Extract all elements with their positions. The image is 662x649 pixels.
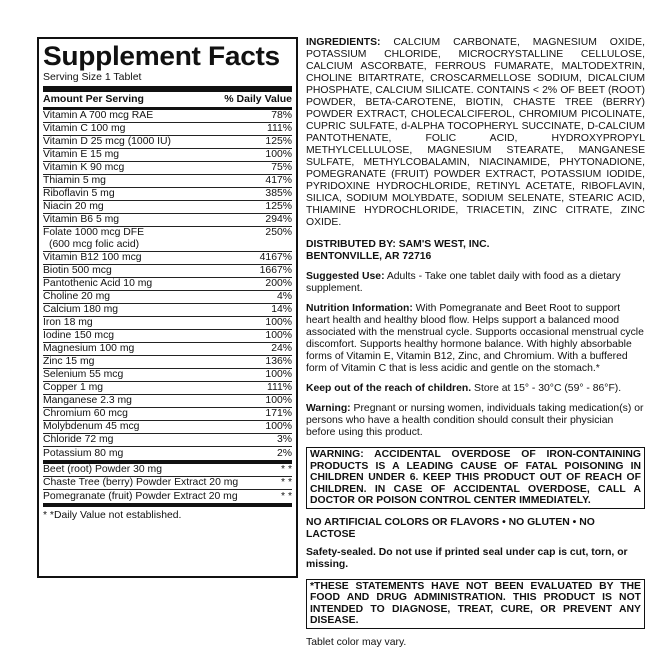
nutrient-subnote: (600 mcg folic acid) [49, 239, 140, 250]
warning-text: Pregnant or nursing women, individuals taking medication(s) or persons who have a health condition should consult their physician before using this product. [306, 403, 644, 438]
storage-note [306, 383, 645, 395]
daily-value: 200% [265, 278, 292, 289]
amount-per-serving-header: Amount Per Serving [43, 93, 144, 105]
distributor-name: DISTRIBUTED BY: SAM'S WEST, INC. [306, 239, 490, 250]
nutrient-row [43, 356, 292, 369]
nutrient-amount: Copper 1 mg [43, 382, 104, 393]
nutrient-amount: Chromium 60 mcg [43, 408, 128, 419]
distributor-address: BENTONVILLE, AR 72716 [306, 251, 432, 262]
nutrient-name [43, 343, 271, 355]
daily-value: * * [281, 490, 292, 502]
nutrient-amount: Potassium 80 mg [43, 447, 124, 459]
nutrient-name [43, 477, 281, 489]
daily-value: 125% [265, 136, 292, 147]
nutrient-amount: Calcium 180 mg [43, 304, 119, 315]
nutrition-info-text: With Pomegranate and Beet Root to support heart health and healthy blood flow. Helps support a balanced mood associated with the menstrual cycle. Supports occasional menstrual cycle discomfort. Supports healthy hormone balance. With highly absorbable forms of Vitamin E, Vitamin B12, Zinc, and Chromium. With a buffered form of Vitamin C that is less acidic and gentle on the stomach.* [306, 303, 644, 374]
nutrient-name [43, 421, 265, 433]
nutrient-amount: Vitamin E 15 mg [43, 149, 120, 160]
daily-value: 417% [265, 175, 292, 186]
nutrient-name [43, 330, 265, 342]
nutrient-amount: Choline 20 mg [43, 291, 111, 302]
nutrient-name [43, 136, 265, 148]
nutrient-amount: Chloride 72 mg [43, 434, 114, 445]
facts-header-row [43, 92, 292, 107]
daily-value: 4% [276, 291, 292, 302]
ingredients-block [306, 37, 645, 229]
daily-value: 78% [271, 110, 292, 121]
daily-value: * * [281, 477, 292, 488]
facts-footnote: * *Daily Value not established. [43, 510, 182, 521]
nutrient-row [43, 123, 292, 136]
daily-value: 171% [265, 408, 292, 419]
nutrient-amount: Vitamin A 700 mcg RAE [43, 110, 154, 121]
suggested-use-label: Suggested Use: [306, 271, 385, 282]
nutrient-name [43, 214, 265, 226]
nutrient-amount: Molybdenum 45 mcg [43, 421, 140, 432]
daily-value: 385% [265, 188, 292, 199]
nutrient-row [43, 252, 292, 265]
nutrient-row [43, 343, 292, 356]
nutrient-amount: Selenium 55 mcg [43, 369, 124, 380]
nutrient-row [43, 304, 292, 317]
daily-value: 294% [265, 214, 292, 225]
nutrient-amount: Niacin 20 mg [43, 201, 104, 212]
label-text-column [306, 37, 645, 649]
daily-value: 100% [265, 395, 292, 406]
safety-seal-note: Safety-sealed. Do not use if printed seal under cap is cut, torn, or missing. [306, 546, 628, 570]
daily-value: 24% [271, 343, 292, 354]
botanical-list [43, 464, 292, 503]
suggested-use-text: Adults - Take one tablet daily with food as a dietary supplement. [306, 271, 621, 294]
nutrient-amount: Thiamin 5 mg [43, 175, 106, 186]
nutrient-name [43, 252, 260, 264]
nutrient-row [43, 408, 292, 421]
nutrient-row [43, 149, 292, 162]
nutrient-row [43, 175, 292, 188]
nutrient-name [43, 408, 265, 420]
no-artificial-line: NO ARTIFICIAL COLORS OR FLAVORS • NO GLUTEN • NO LACTOSE [306, 516, 595, 540]
nutrient-name [43, 491, 281, 503]
nutrient-name [43, 356, 265, 368]
daily-value: 100% [265, 421, 292, 432]
nutrition-info-label: Nutrition Information: [306, 303, 413, 314]
nutrient-name [43, 395, 265, 407]
botanical-end-divider [43, 503, 292, 507]
botanical-row [43, 477, 292, 490]
nutrient-name [43, 278, 265, 290]
nutrient-name [43, 304, 271, 316]
nutrient-name [43, 201, 265, 213]
serving-size: Serving Size 1 Tablet [43, 71, 142, 83]
nutrient-amount: Manganese 2.3 mg [43, 395, 132, 406]
distributor-block [306, 239, 645, 263]
nutrient-amount: Pomegranate (fruit) Powder Extract 20 mg [43, 490, 238, 502]
nutrient-amount: Iron 18 mg [43, 317, 93, 328]
nutrient-name [43, 265, 260, 277]
nutrient-amount: Pantothenic Acid 10 mg [43, 278, 153, 289]
botanical-row [43, 464, 292, 477]
keep-out-label: Keep out of the reach of children. [306, 383, 472, 394]
nutrient-row [43, 110, 292, 123]
nutrient-name [43, 188, 265, 200]
nutrition-information [306, 303, 645, 375]
supplement-facts-panel [37, 37, 298, 578]
daily-value: 3% [276, 434, 292, 445]
daily-value: 125% [265, 201, 292, 212]
nutrient-row [43, 421, 292, 434]
nutrient-row [43, 136, 292, 149]
nutrient-row [43, 434, 292, 447]
nutrient-row [43, 291, 292, 304]
nutrient-name [43, 175, 265, 187]
nutrient-row [43, 227, 292, 252]
nutrient-amount: Zinc 15 mg [43, 356, 95, 367]
nutrient-row [43, 330, 292, 343]
nutrient-name [43, 291, 277, 303]
warning-label: Warning: [306, 403, 351, 414]
suggested-use [306, 271, 645, 295]
daily-value: 4167% [259, 252, 292, 263]
botanical-row [43, 490, 292, 503]
daily-value: 100% [265, 330, 292, 341]
nutrient-amount: Riboflavin 5 mg [43, 188, 115, 199]
nutrient-name [43, 110, 271, 122]
nutrient-name [43, 162, 271, 174]
daily-value: 111% [266, 123, 292, 134]
storage-text: Store at 15° - 30°C (59° - 86°F). [471, 383, 622, 394]
nutrient-row [43, 265, 292, 278]
daily-value: 250% [265, 227, 292, 238]
daily-value: 111% [266, 382, 292, 393]
daily-value-header: % Daily Value [224, 93, 292, 105]
nutrient-row [43, 447, 292, 460]
nutrient-name [43, 382, 267, 394]
daily-value: 1667% [259, 265, 292, 276]
nutrient-amount: Magnesium 100 mg [43, 343, 135, 354]
nutrient-name [43, 448, 277, 460]
nutrient-amount: Vitamin D 25 mcg (1000 IU) [43, 136, 172, 147]
facts-title: Supplement Facts [43, 41, 280, 71]
nutrient-list [43, 110, 292, 460]
nutrient-row [43, 201, 292, 214]
nutrient-name [43, 317, 265, 329]
nutrient-row [43, 214, 292, 227]
daily-value: 100% [265, 149, 292, 160]
nutrient-row [43, 162, 292, 175]
daily-value: 136% [265, 356, 292, 367]
nutrient-name [43, 369, 265, 381]
daily-value: 2% [276, 447, 292, 459]
nutrient-row [43, 317, 292, 330]
daily-value: 100% [265, 369, 292, 380]
nutrient-name [43, 123, 267, 135]
nutrient-amount: Vitamin B12 100 mcg [43, 252, 142, 263]
nutrient-amount: Iodine 150 mcg [43, 330, 115, 341]
daily-value: 75% [271, 162, 292, 173]
nutrient-amount: Vitamin K 90 mcg [43, 162, 125, 173]
daily-value: 100% [265, 317, 292, 328]
nutrient-name [43, 434, 277, 446]
nutrient-row [43, 369, 292, 382]
nutrient-row [43, 188, 292, 201]
daily-value: * * [281, 464, 292, 475]
daily-value: 14% [271, 304, 292, 315]
nutrient-row [43, 382, 292, 395]
tablet-color-note: Tablet color may vary. [306, 636, 407, 648]
nutrient-amount: Vitamin B6 5 mg [43, 214, 120, 225]
ingredients-text: CALCIUM CARBONATE, MAGNESIUM OXIDE, POTASSIUM CHLORIDE, MICROCRYSTALLINE CELLULOSE, CALCIUM ASCORBATE, FERROUS FUMARATE, MALTODEXTRIN, CHOLINE BITARTRATE, CROSCARMELLOSE SODIUM, DICALCIUM PHOSPHATE, CALCIUM SILICATE. CONTAINS < 2% OF BEET (ROOT) POWDER, BETA-CAROTENE, BIOTIN, CHASTE TREE (BERRY) POWDER EXTRACT, CHOLECALCIFEROL, CHROMIUM PICOLINATE, CUPRIC SULFATE, d-ALPHA TOCOPHERYL SUCCINATE, D-CALCIUM PANTOTHENATE, FOLIC ACID, HYDROXYPROPYL METHYLCELLULOSE, MAGNESIUM STEARATE, MANGANESE SULFATE, METHYLCOBALAMIN, NIACINAMIDE, PHYTONADIONE, POMEGRANATE (FRUIT) POWDER EXTRACT, POTASSIUM IODIDE, PYRIDOXINE HYDROCHLORIDE, RETINYL ACETATE, RIBOFLAVIN, SILICA, SODIUM MOLYBDATE, SODIUM SELENATE, STEARIC ACID, THIAMINE HYDROCHLORIDE, TRIACETIN, ZINC CITRATE, ZINC OXIDE. [306, 37, 645, 228]
fda-disclaimer-box: *THESE STATEMENTS HAVE NOT BEEN EVALUATED BY THE FOOD AND DRUG ADMINISTRATION. THIS PRODUCT IS NOT INTENDED TO DIAGNOSE, TREAT, CURE, OR PREVENT ANY DISEASE. [306, 579, 645, 629]
nutrient-name [43, 227, 265, 251]
nutrient-amount: Folate 1000 mcg DFE [43, 227, 145, 238]
ingredients-label: INGREDIENTS: [306, 37, 381, 48]
nutrient-name [43, 149, 265, 161]
nutrient-amount: Chaste Tree (berry) Powder Extract 20 mg [43, 477, 239, 488]
nutrient-row [43, 395, 292, 408]
nutrient-amount: Beet (root) Powder 30 mg [43, 464, 162, 475]
warning-note [306, 403, 645, 439]
nutrient-amount: Vitamin C 100 mg [43, 123, 126, 134]
nutrient-row [43, 278, 292, 291]
nutrient-amount: Biotin 500 mcg [43, 265, 112, 276]
iron-warning-box: WARNING: ACCIDENTAL OVERDOSE OF IRON-CONTAINING PRODUCTS IS A LEADING CAUSE OF FATAL POISONING IN CHILDREN UNDER 6. KEEP THIS PRODUCT OUT OF REACH OF CHILDREN. IN CASE OF ACCIDENTAL OVERDOSE, CALL A DOCTOR OR POISON CONTROL CENTER IMMEDIATELY. [306, 447, 645, 509]
nutrient-name [43, 464, 281, 476]
